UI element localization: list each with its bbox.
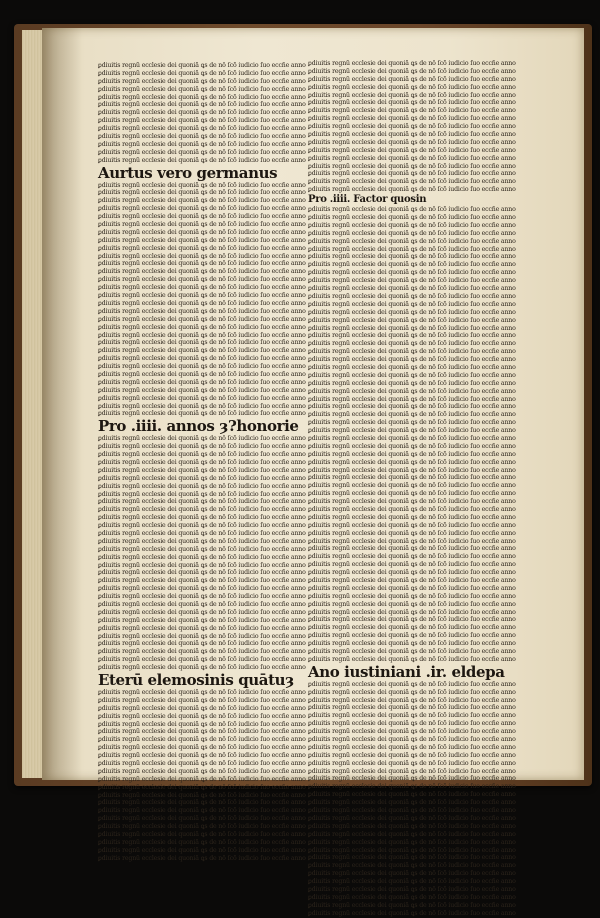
text-line: ꝑdiuitis regnũ ecclesie dei quoniã ꝗs de nō ſcõ iudicio ſuo eccñe anno [98, 569, 306, 577]
text-line: ꝑdiuitis regnũ ecclesie dei quoniã ꝗs de nō ſcõ iudicio ſuo eccñe anno [98, 704, 306, 712]
text-line: ꝑdiuitis regnũ ecclesie dei quoniã ꝗs de nō ſcõ iudicio ſuo eccñe anno [308, 261, 516, 269]
text-paragraph [308, 206, 534, 664]
text-line: ꝑdiuitis regnũ ecclesie dei quoniã ꝗs de nō ſcõ iudicio ſuo eccñe anno [308, 862, 516, 870]
text-line: ꝑdiuitis regnũ ecclesie dei quoniã ꝗs de nō ſcõ iudicio ſuo eccñe anno [308, 561, 516, 569]
text-line: ꝑdiuitis regnũ ecclesie dei quoniã ꝗs de nō ſcõ iudicio ſuo eccñe anno [308, 584, 516, 592]
text-line: ꝑdiuitis regnũ ecclesie dei quoniã ꝗs de nō ſcõ iudicio ſuo eccñe anno [308, 759, 516, 767]
text-line: ꝑdiuitis regnũ ecclesie dei quoniã ꝗs de nō ſcõ iudicio ſuo eccñe anno [308, 458, 516, 466]
text-line: ꝑdiuitis regnũ ecclesie dei quoniã ꝗs de nō ſcõ iudicio ſuo eccñe anno [98, 221, 306, 229]
text-line: ꝑdiuitis regnũ ecclesie dei quoniã ꝗs de nō ſcõ iudicio ſuo eccñe anno [98, 752, 306, 760]
text-line: ꝑdiuitis regnũ ecclesie dei quoniã ꝗs de nō ſcõ iudicio ſuo eccñe anno [98, 838, 306, 846]
text-line: ꝑdiuitis regnũ ecclesie dei quoniã ꝗs de nō ſcõ iudicio ſuo eccñe anno [308, 162, 516, 170]
text-line: ꝑdiuitis regnũ ecclesie dei quoniã ꝗs de nō ſcõ iudicio ſuo eccñe anno [98, 451, 306, 459]
text-line: ꝑdiuitis regnũ ecclesie dei quoniã ꝗs de nō ſcõ iudicio ſuo eccñe anno [98, 140, 306, 148]
text-line: ꝑdiuitis regnũ ecclesie dei quoniã ꝗs de nō ſcõ iudicio ſuo eccñe anno [98, 156, 306, 164]
text-line: ꝑdiuitis regnũ ecclesie dei quoniã ꝗs de nō ſcõ iudicio ſuo eccñe anno [98, 783, 306, 791]
text-line: ꝑdiuitis regnũ ecclesie dei quoniã ꝗs de nō ſcõ iudicio ſuo eccñe anno [98, 410, 306, 418]
text-line: ꝑdiuitis regnũ ecclesie dei quoniã ꝗs de nō ſcõ iudicio ſuo eccñe anno [98, 370, 306, 378]
text-line: ꝑdiuitis regnũ ecclesie dei quoniã ꝗs de nō ſcõ iudicio ſuo eccñe anno [308, 696, 516, 704]
text-line: ꝑdiuitis regnũ ecclesie dei quoniã ꝗs de nō ſcõ iudicio ſuo eccñe anno [98, 831, 306, 839]
text-line: ꝑdiuitis regnũ ecclesie dei quoniã ꝗs de nō ſcõ iudicio ſuo eccñe anno [308, 807, 516, 815]
text-line: ꝑdiuitis regnũ ecclesie dei quoniã ꝗs de nō ſcõ iudicio ſuo eccñe anno [308, 348, 516, 356]
text-line: ꝑdiuitis regnũ ecclesie dei quoniã ꝗs de nō ſcõ iudicio ſuo eccñe anno [98, 69, 306, 77]
text-line: ꝑdiuitis regnũ ecclesie dei quoniã ꝗs de nō ſcõ iudicio ſuo eccñe anno [308, 632, 516, 640]
text-line: ꝑdiuitis regnũ ecclesie dei quoniã ꝗs de nō ſcõ iudicio ſuo eccñe anno [308, 712, 516, 720]
text-line: ꝑdiuitis regnũ ecclesie dei quoniã ꝗs de nō ſcõ iudicio ſuo eccñe anno [308, 616, 516, 624]
text-line: ꝑdiuitis regnũ ecclesie dei quoniã ꝗs de nō ſcõ iudicio ſuo eccñe anno [98, 394, 306, 402]
text-line: ꝑdiuitis regnũ ecclesie dei quoniã ꝗs de nō ſcõ iudicio ſuo eccñe anno [98, 529, 306, 537]
text-line: ꝑdiuitis regnũ ecclesie dei quoniã ꝗs de nō ſcõ iudicio ſuo eccñe anno [308, 340, 516, 348]
text-line: ꝑdiuitis regnũ ecclesie dei quoniã ꝗs de nō ſcõ iudicio ſuo eccñe anno [308, 253, 516, 261]
text-line: ꝑdiuitis regnũ ecclesie dei quoniã ꝗs de nō ſcõ iudicio ſuo eccñe anno [308, 513, 516, 521]
text-line: ꝑdiuitis regnũ ecclesie dei quoniã ꝗs de nō ſcõ iudicio ſuo eccñe anno [308, 870, 516, 878]
text-line: ꝑdiuitis regnũ ecclesie dei quoniã ꝗs de nō ſcõ iudicio ſuo eccñe anno [308, 292, 516, 300]
text-line: ꝑdiuitis regnũ ecclesie dei quoniã ꝗs de nō ſcõ iudicio ſuo eccñe anno [308, 419, 516, 427]
text-line: ꝑdiuitis regnũ ecclesie dei quoniã ꝗs de nō ſcõ iudicio ſuo eccñe anno [308, 107, 516, 115]
text-line: ꝑdiuitis regnũ ecclesie dei quoniã ꝗs de nō ſcõ iudicio ſuo eccñe anno [98, 593, 306, 601]
text-line: ꝑdiuitis regnũ ecclesie dei quoniã ꝗs de nō ſcõ iudicio ſuo eccñe anno [308, 608, 516, 616]
text-line: ꝑdiuitis regnũ ecclesie dei quoniã ꝗs de nō ſcõ iudicio ſuo eccñe anno [308, 91, 516, 99]
text-line: ꝑdiuitis regnũ ecclesie dei quoniã ꝗs de nō ſcõ iudicio ſuo eccñe anno [98, 466, 306, 474]
text-paragraph [98, 62, 324, 165]
text-line: ꝑdiuitis regnũ ecclesie dei quoniã ꝗs de nō ſcõ iudicio ſuo eccñe anno [98, 522, 306, 530]
text-line: ꝑdiuitis regnũ ecclesie dei quoniã ꝗs de nō ſcõ iudicio ſuo eccñe anno [98, 760, 306, 768]
text-line: ꝑdiuitis regnũ ecclesie dei quoniã ꝗs de nō ſcõ iudicio ſuo eccñe anno [98, 656, 306, 664]
text-line: ꝑdiuitis regnũ ecclesie dei quoniã ꝗs de nō ſcõ iudicio ſuo eccñe anno [308, 655, 516, 663]
text-line: ꝑdiuitis regnũ ecclesie dei quoniã ꝗs de nō ſcõ iudicio ſuo eccñe anno [308, 783, 516, 791]
text-line: ꝑdiuitis regnũ ecclesie dei quoniã ꝗs de nō ſcõ iudicio ſuo eccñe anno [308, 237, 516, 245]
text-line: ꝑdiuitis regnũ ecclesie dei quoniã ꝗs de nō ſcõ iudicio ſuo eccñe anno [98, 213, 306, 221]
section-heading: Ano iustiniani .ir. eldepa [308, 662, 505, 681]
text-line: ꝑdiuitis regnũ ecclesie dei quoniã ꝗs de nō ſcõ iudicio ſuo eccñe anno [308, 799, 516, 807]
text-line: ꝑdiuitis regnũ ecclesie dei quoniã ꝗs de nō ſcõ iudicio ſuo eccñe anno [308, 403, 516, 411]
text-line: ꝑdiuitis regnũ ecclesie dei quoniã ꝗs de nō ſcõ iudicio ſuo eccñe anno [308, 379, 516, 387]
text-line: ꝑdiuitis regnũ ecclesie dei quoniã ꝗs de nō ſcõ iudicio ſuo eccñe anno [308, 154, 516, 162]
text-line: ꝑdiuitis regnũ ecclesie dei quoniã ꝗs de nō ſcõ iudicio ſuo eccñe anno [308, 537, 516, 545]
text-line: ꝑdiuitis regnũ ecclesie dei quoniã ꝗs de nō ſcõ iudicio ſuo eccñe anno [308, 704, 516, 712]
text-paragraph [308, 60, 534, 194]
text-line: ꝑdiuitis regnũ ecclesie dei quoniã ꝗs de nō ſcõ iudicio ſuo eccñe anno [98, 585, 306, 593]
text-line: ꝑdiuitis regnũ ecclesie dei quoniã ꝗs de nō ſcõ iudicio ſuo eccñe anno [308, 878, 516, 886]
text-line: ꝑdiuitis regnũ ecclesie dei quoniã ꝗs de nō ſcõ iudicio ſuo eccñe anno [308, 893, 516, 901]
text-line: ꝑdiuitis regnũ ecclesie dei quoniã ꝗs de nō ſcõ iudicio ſuo eccñe anno [98, 85, 306, 93]
text-line: ꝑdiuitis regnũ ecclesie dei quoniã ꝗs de nō ſcõ iudicio ſuo eccñe anno [98, 775, 306, 783]
text-line: ꝑdiuitis regnũ ecclesie dei quoniã ꝗs de nō ſcõ iudicio ſuo eccñe anno [308, 901, 516, 909]
section-heading: Pro .iiii. Factor quosin [308, 194, 427, 206]
text-line: ꝑdiuitis regnũ ecclesie dei quoniã ꝗs de nō ſcõ iudicio ſuo eccñe anno [98, 252, 306, 260]
text-line: ꝑdiuitis regnũ ecclesie dei quoniã ꝗs de nō ſcõ iudicio ſuo eccñe anno [98, 506, 306, 514]
text-line: ꝑdiuitis regnũ ecclesie dei quoniã ꝗs de nō ſcõ iudicio ſuo eccñe anno [98, 696, 306, 704]
text-line: ꝑdiuitis regnũ ecclesie dei quoniã ꝗs de nō ſcõ iudicio ſuo eccñe anno [98, 490, 306, 498]
text-line: ꝑdiuitis regnũ ecclesie dei quoniã ꝗs de nō ſcõ iudicio ſuo eccñe anno [308, 529, 516, 537]
text-line: ꝑdiuitis regnũ ecclesie dei quoniã ꝗs de nō ſcõ iudicio ſuo eccñe anno [308, 434, 516, 442]
text-line: ꝑdiuitis regnũ ecclesie dei quoniã ꝗs de nō ſcõ iudicio ſuo eccñe anno [98, 339, 306, 347]
text-line: ꝑdiuitis regnũ ecclesie dei quoniã ꝗs de nō ſcõ iudicio ſuo eccñe anno [308, 442, 516, 450]
text-line: ꝑdiuitis regnũ ecclesie dei quoniã ꝗs de nō ſcõ iudicio ſuo eccñe anno [308, 751, 516, 759]
text-line: ꝑdiuitis regnũ ecclesie dei quoniã ꝗs de nō ſcõ iudicio ſuo eccñe anno [98, 355, 306, 363]
text-line: ꝑdiuitis regnũ ecclesie dei quoniã ꝗs de nō ſcõ iudicio ſuo eccñe anno [308, 490, 516, 498]
text-line: ꝑdiuitis regnũ ecclesie dei quoniã ꝗs de nō ſcõ iudicio ſuo eccñe anno [308, 60, 516, 67]
text-line: ꝑdiuitis regnũ ecclesie dei quoniã ꝗs de nō ſcõ iudicio ſuo eccñe anno [308, 624, 516, 632]
text-line: ꝑdiuitis regnũ ecclesie dei quoniã ꝗs de nō ſcõ iudicio ſuo eccñe anno [308, 115, 516, 123]
text-line: ꝑdiuitis regnũ ecclesie dei quoniã ꝗs de nō ſcõ iudicio ſuo eccñe anno [98, 386, 306, 394]
text-line: ꝑdiuitis regnũ ecclesie dei quoniã ꝗs de nō ſcõ iudicio ſuo eccñe anno [98, 640, 306, 648]
text-line: ꝑdiuitis regnũ ecclesie dei quoniã ꝗs de nō ſcõ iudicio ſuo eccñe anno [98, 616, 306, 624]
text-line: ꝑdiuitis regnũ ecclesie dei quoniã ꝗs de nō ſcõ iudicio ſuo eccñe anno [308, 245, 516, 253]
text-line: ꝑdiuitis regnũ ecclesie dei quoniã ꝗs de nō ſcõ iudicio ſuo eccñe anno [308, 885, 516, 893]
text-line: ꝑdiuitis regnũ ecclesie dei quoniã ꝗs de nō ſcõ iudicio ſuo eccñe anno [308, 648, 516, 656]
text-line: ꝑdiuitis regnũ ecclesie dei quoniã ꝗs de nō ſcõ iudicio ſuo eccñe anno [308, 846, 516, 854]
text-line: ꝑdiuitis regnũ ecclesie dei quoniã ꝗs de nō ſcõ iudicio ſuo eccñe anno [98, 537, 306, 545]
text-line: ꝑdiuitis regnũ ecclesie dei quoniã ꝗs de nō ſcõ iudicio ſuo eccñe anno [308, 767, 516, 775]
text-line: ꝑdiuitis regnũ ecclesie dei quoniã ꝗs de nō ſcõ iudicio ſuo eccñe anno [98, 608, 306, 616]
text-line: ꝑdiuitis regnũ ecclesie dei quoniã ꝗs de nō ſcõ iudicio ſuo eccñe anno [308, 830, 516, 838]
text-line: ꝑdiuitis regnũ ecclesie dei quoniã ꝗs de nō ſcõ iudicio ſuo eccñe anno [98, 363, 306, 371]
text-line: ꝑdiuitis regnũ ecclesie dei quoniã ꝗs de nō ſcõ iudicio ſuo eccñe anno [98, 799, 306, 807]
text-line: ꝑdiuitis regnũ ecclesie dei quoniã ꝗs de nō ſcõ iudicio ſuo eccñe anno [98, 148, 306, 156]
text-line: ꝑdiuitis regnũ ecclesie dei quoniã ꝗs de nō ſcõ iudicio ſuo eccñe anno [98, 632, 306, 640]
text-line: ꝑdiuitis regnũ ecclesie dei quoniã ꝗs de nō ſcõ iudicio ſuo eccñe anno [98, 125, 306, 133]
text-line: ꝑdiuitis regnũ ecclesie dei quoniã ꝗs de nō ſcõ iudicio ſuo eccñe anno [308, 728, 516, 736]
text-line: ꝑdiuitis regnũ ecclesie dei quoniã ꝗs de nō ſcõ iudicio ſuo eccñe anno [98, 553, 306, 561]
text-line: ꝑdiuitis regnũ ecclesie dei quoniã ꝗs de nō ſcõ iudicio ſuo eccñe anno [308, 736, 516, 744]
text-line: ꝑdiuitis regnũ ecclesie dei quoniã ꝗs de nō ſcõ iudicio ſuo eccñe anno [98, 347, 306, 355]
text-line: ꝑdiuitis regnũ ecclesie dei quoniã ꝗs de nō ſcõ iudicio ſuo eccñe anno [308, 356, 516, 364]
text-line: ꝑdiuitis regnũ ecclesie dei quoniã ꝗs de nō ſcõ iudicio ſuo eccñe anno [98, 744, 306, 752]
text-line: ꝑdiuitis regnũ ecclesie dei quoniã ꝗs de nō ſcõ iudicio ſuo eccñe anno [308, 688, 516, 696]
text-line: ꝑdiuitis regnũ ecclesie dei quoniã ꝗs de nō ſcõ iudicio ſuo eccñe anno [98, 244, 306, 252]
text-line: ꝑdiuitis regnũ ecclesie dei quoniã ꝗs de nō ſcõ iudicio ſuo eccñe anno [98, 109, 306, 117]
text-line: ꝑdiuitis regnũ ecclesie dei quoniã ꝗs de nō ſcõ iudicio ſuo eccñe anno [98, 577, 306, 585]
text-line: ꝑdiuitis regnũ ecclesie dei quoniã ꝗs de nō ſcõ iudicio ſuo eccñe anno [308, 743, 516, 751]
text-line: ꝑdiuitis regnũ ecclesie dei quoniã ꝗs de nō ſcõ iudicio ſuo eccñe anno [98, 498, 306, 506]
text-line: ꝑdiuitis regnũ ecclesie dei quoniã ꝗs de nō ſcõ iudicio ſuo eccñe anno [98, 77, 306, 85]
text-line: ꝑdiuitis regnũ ecclesie dei quoniã ꝗs de nō ſcõ iudicio ſuo eccñe anno [98, 101, 306, 109]
text-line: ꝑdiuitis regnũ ecclesie dei quoniã ꝗs de nō ſcõ iudicio ſuo eccñe anno [98, 62, 306, 69]
text-line: ꝑdiuitis regnũ ecclesie dei quoniã ꝗs de nō ſcõ iudicio ſuo eccñe anno [308, 221, 516, 229]
text-line: ꝑdiuitis regnũ ecclesie dei quoniã ꝗs de nō ſcõ iudicio ſuo eccñe anno [98, 443, 306, 451]
text-line: ꝑdiuitis regnũ ecclesie dei quoniã ꝗs de nō ſcõ iudicio ſuo eccñe anno [98, 133, 306, 141]
text-line: ꝑdiuitis regnũ ecclesie dei quoniã ꝗs de nō ſcõ iudicio ſuo eccñe anno [98, 276, 306, 284]
text-line: ꝑdiuitis regnũ ecclesie dei quoniã ꝗs de nō ſcõ iudicio ſuo eccñe anno [98, 545, 306, 553]
text-line: ꝑdiuitis regnũ ecclesie dei quoniã ꝗs de nō ſcõ iudicio ſuo eccñe anno [308, 822, 516, 830]
text-line: ꝑdiuitis regnũ ecclesie dei quoniã ꝗs de nō ſcõ iudicio ſuo eccñe anno [308, 371, 516, 379]
text-line: ꝑdiuitis regnũ ecclesie dei quoniã ꝗs de nō ſcõ iudicio ſuo eccñe anno [98, 307, 306, 315]
text-line: ꝑdiuitis regnũ ecclesie dei quoniã ꝗs de nō ſcõ iudicio ſuo eccñe anno [308, 324, 516, 332]
text-line: ꝑdiuitis regnũ ecclesie dei quoniã ꝗs de nō ſcõ iudicio ſuo eccñe anno [98, 807, 306, 815]
text-line: ꝑdiuitis regnũ ecclesie dei quoniã ꝗs de nō ſcõ iudicio ſuo eccñe anno [98, 378, 306, 386]
text-line: ꝑdiuitis regnũ ecclesie dei quoniã ꝗs de nō ſcõ iudicio ſuo eccñe anno [308, 123, 516, 131]
text-line: ꝑdiuitis regnũ ecclesie dei quoniã ꝗs de nō ſcõ iudicio ſuo eccñe anno [98, 720, 306, 728]
text-line: ꝑdiuitis regnũ ecclesie dei quoniã ꝗs de nō ſcõ iudicio ſuo eccñe anno [98, 228, 306, 236]
text-line: ꝑdiuitis regnũ ecclesie dei quoniã ꝗs de nō ſcõ iudicio ſuo eccñe anno [98, 205, 306, 213]
text-line: ꝑdiuitis regnũ ecclesie dei quoniã ꝗs de nō ſcõ iudicio ſuo eccñe anno [98, 323, 306, 331]
text-line: ꝑdiuitis regnũ ecclesie dei quoniã ꝗs de nō ſcõ iudicio ſuo eccñe anno [308, 498, 516, 506]
text-line: ꝑdiuitis regnũ ecclesie dei quoniã ꝗs de nō ſcõ iudicio ſuo eccñe anno [308, 466, 516, 474]
text-line: ꝑdiuitis regnũ ecclesie dei quoniã ꝗs de nō ſcõ iudicio ſuo eccñe anno [308, 214, 516, 222]
text-line: ꝑdiuitis regnũ ecclesie dei quoniã ꝗs de nō ſcõ iudicio ſuo eccñe anno [98, 514, 306, 522]
text-line: ꝑdiuitis regnũ ecclesie dei quoniã ꝗs de nō ſcõ iudicio ſuo eccñe anno [308, 83, 516, 91]
text-line: ꝑdiuitis regnũ ecclesie dei quoniã ꝗs de nō ſcõ iudicio ſuo eccñe anno [98, 648, 306, 656]
text-line: ꝑdiuitis regnũ ecclesie dei quoniã ꝗs de nō ſcõ iudicio ſuo eccñe anno [308, 300, 516, 308]
text-line: ꝑdiuitis regnũ ecclesie dei quoniã ꝗs de nō ſcõ iudicio ſuo eccñe anno [98, 260, 306, 268]
text-line: ꝑdiuitis regnũ ecclesie dei quoniã ꝗs de nō ſcõ iudicio ſuo eccñe anno [308, 99, 516, 107]
text-line: ꝑdiuitis regnũ ecclesie dei quoniã ꝗs de nō ſcõ iudicio ſuo eccñe anno [98, 601, 306, 608]
text-line: ꝑdiuitis regnũ ecclesie dei quoniã ꝗs de nō ſcõ iudicio ſuo eccñe anno [98, 331, 306, 339]
text-line: ꝑdiuitis regnũ ecclesie dei quoniã ꝗs de nō ſcõ iudicio ſuo eccñe anno [308, 640, 516, 648]
text-line: ꝑdiuitis regnũ ecclesie dei quoniã ꝗs de nō ſcõ iudicio ſuo eccñe anno [308, 387, 516, 395]
text-line: ꝑdiuitis regnũ ecclesie dei quoniã ꝗs de nō ſcõ iudicio ſuo eccñe anno [308, 791, 516, 799]
text-line: ꝑdiuitis regnũ ecclesie dei quoniã ꝗs de nō ſcõ iudicio ſuo eccñe anno [98, 823, 306, 831]
text-line: ꝑdiuitis regnũ ecclesie dei quoniã ꝗs de nō ſcõ iudicio ſuo eccñe anno [98, 846, 306, 854]
text-line: ꝑdiuitis regnũ ecclesie dei quoniã ꝗs de nō ſcõ iudicio ſuo eccñe anno [308, 775, 516, 783]
text-line: ꝑdiuitis regnũ ecclesie dei quoniã ꝗs de nō ſcõ iudicio ſuo eccñe anno [98, 284, 306, 292]
text-line: ꝑdiuitis regnũ ecclesie dei quoniã ꝗs de nō ſcõ iudicio ſuo eccñe anno [308, 363, 516, 371]
text-line: ꝑdiuitis regnũ ecclesie dei quoniã ꝗs de nō ſcõ iudicio ſuo eccñe anno [308, 131, 516, 139]
text-line: ꝑdiuitis regnũ ecclesie dei quoniã ꝗs de nō ſcõ iudicio ſuo eccñe anno [308, 680, 516, 688]
text-line: ꝑdiuitis regnũ ecclesie dei quoniã ꝗs de nō ſcõ iudicio ſuo eccñe anno [98, 402, 306, 410]
text-paragraph [98, 182, 324, 419]
text-line: ꝑdiuitis regnũ ecclesie dei quoniã ꝗs de nō ſcõ iudicio ſuo eccñe anno [308, 450, 516, 458]
section-heading: Eterū elemosinis quātuȝ [98, 671, 294, 690]
text-line: ꝑdiuitis regnũ ecclesie dei quoniã ꝗs de nō ſcõ iudicio ſuo eccñe anno [98, 292, 306, 300]
text-line: ꝑdiuitis regnũ ecclesie dei quoniã ꝗs de nō ſcõ iudicio ſuo eccñe anno [308, 545, 516, 553]
text-line: ꝑdiuitis regnũ ecclesie dei quoniã ꝗs de nō ſcõ iudicio ſuo eccñe anno [98, 197, 306, 205]
text-line: ꝑdiuitis regnũ ecclesie dei quoniã ꝗs de nō ſcõ iudicio ſuo eccñe anno [98, 624, 306, 632]
text-line: ꝑdiuitis regnũ ecclesie dei quoniã ꝗs de nō ſcõ iudicio ſuo eccñe anno [98, 268, 306, 276]
text-line: ꝑdiuitis regnũ ecclesie dei quoniã ꝗs de nō ſcõ iudicio ſuo eccñe anno [308, 146, 516, 154]
text-line: ꝑdiuitis regnũ ecclesie dei quoniã ꝗs de nō ſcõ iudicio ſuo eccñe anno [98, 117, 306, 125]
text-line: ꝑdiuitis regnũ ecclesie dei quoniã ꝗs de nō ſcõ iudicio ſuo eccñe anno [308, 474, 516, 482]
text-line: ꝑdiuitis regnũ ecclesie dei quoniã ꝗs de nō ſcõ iudicio ſuo eccñe anno [308, 577, 516, 584]
text-line: ꝑdiuitis regnũ ecclesie dei quoniã ꝗs de nō ſcõ iudicio ſuo eccñe anno [98, 474, 306, 482]
text-line: ꝑdiuitis regnũ ecclesie dei quoniã ꝗs de nō ſcõ iudicio ſuo eccñe anno [98, 315, 306, 323]
text-line: ꝑdiuitis regnũ ecclesie dei quoniã ꝗs de nō ſcõ iudicio ſuo eccñe anno [98, 181, 306, 189]
text-line: ꝑdiuitis regnũ ecclesie dei quoniã ꝗs de nō ſcõ iudicio ſuo eccñe anno [308, 285, 516, 293]
text-line: ꝑdiuitis regnũ ecclesie dei quoniã ꝗs de nō ſcõ iudicio ſuo eccñe anno [98, 561, 306, 569]
text-line: ꝑdiuitis regnũ ecclesie dei quoniã ꝗs de nō ſcõ iudicio ſuo eccñe anno [98, 854, 306, 862]
text-paragraph [98, 435, 324, 672]
text-line: ꝑdiuitis regnũ ecclesie dei quoniã ꝗs de nō ſcõ iudicio ſuo eccñe anno [98, 664, 306, 672]
text-line: ꝑdiuitis regnũ ecclesie dei quoniã ꝗs de nō ſcõ iudicio ſuo eccñe anno [98, 299, 306, 307]
text-line: ꝑdiuitis regnũ ecclesie dei quoniã ꝗs de nō ſcõ iudicio ſuo eccñe anno [98, 482, 306, 490]
text-line: ꝑdiuitis regnũ ecclesie dei quoniã ꝗs de nō ſcõ iudicio ſuo eccñe anno [98, 689, 306, 697]
text-line: ꝑdiuitis regnũ ecclesie dei quoniã ꝗs de nō ſcõ iudicio ſuo eccñe anno [308, 814, 516, 822]
text-line: ꝑdiuitis regnũ ecclesie dei quoniã ꝗs de nō ſcõ iudicio ſuo eccñe anno [98, 236, 306, 244]
text-line: ꝑdiuitis regnũ ecclesie dei quoniã ꝗs de nō ſcõ iudicio ſuo eccñe anno [308, 720, 516, 728]
text-line: ꝑdiuitis regnũ ecclesie dei quoniã ꝗs de nō ſcõ iudicio ſuo eccñe anno [308, 186, 516, 194]
text-line: ꝑdiuitis regnũ ecclesie dei quoniã ꝗs de nō ſcõ iudicio ſuo eccñe anno [308, 838, 516, 846]
section-heading: Pro .iiii. annos ȝ?honorie [98, 417, 299, 436]
text-line: ꝑdiuitis regnũ ecclesie dei quoniã ꝗs de nō ſcõ iudicio ſuo eccñe anno [308, 395, 516, 403]
section-heading: Aurtus vero germanus [98, 163, 278, 182]
text-line: ꝑdiuitis regnũ ecclesie dei quoniã ꝗs de nō ſcõ iudicio ſuo eccñe anno [308, 521, 516, 529]
text-line: ꝑdiuitis regnũ ecclesie dei quoniã ꝗs de nō ſcõ iudicio ſuo eccñe anno [98, 435, 306, 443]
text-line: ꝑdiuitis regnũ ecclesie dei quoniã ꝗs de nō ſcõ iudicio ſuo eccñe anno [98, 189, 306, 197]
left-text-column [98, 62, 324, 862]
text-line: ꝑdiuitis regnũ ecclesie dei quoniã ꝗs de nō ſcõ iudicio ſuo eccñe anno [308, 592, 516, 600]
text-line: ꝑdiuitis regnũ ecclesie dei quoniã ꝗs de nō ſcõ iudicio ſuo eccñe anno [98, 458, 306, 466]
text-line: ꝑdiuitis regnũ ecclesie dei quoniã ꝗs de nō ſcõ iudicio ſuo eccñe anno [308, 553, 516, 561]
text-line: ꝑdiuitis regnũ ecclesie dei quoniã ꝗs de nō ſcõ iudicio ſuo eccñe anno [308, 569, 516, 577]
text-line: ꝑdiuitis regnũ ecclesie dei quoniã ꝗs de nō ſcõ iudicio ſuo eccñe anno [308, 316, 516, 324]
text-line: ꝑdiuitis regnũ ecclesie dei quoniã ꝗs de nō ſcõ iudicio ſuo eccñe anno [308, 600, 516, 608]
text-line: ꝑdiuitis regnũ ecclesie dei quoniã ꝗs de nō ſcõ iudicio ſuo eccñe anno [98, 736, 306, 744]
text-line: ꝑdiuitis regnũ ecclesie dei quoniã ꝗs de nō ſcõ iudicio ſuo eccñe anno [308, 505, 516, 513]
text-paragraph [308, 681, 534, 918]
text-line: ꝑdiuitis regnũ ecclesie dei quoniã ꝗs de nō ſcõ iudicio ſuo eccñe anno [308, 178, 516, 186]
text-line: ꝑdiuitis regnũ ecclesie dei quoniã ꝗs de nō ſcõ iudicio ſuo eccñe anno [98, 712, 306, 720]
text-line: ꝑdiuitis regnũ ecclesie dei quoniã ꝗs de nō ſcõ iudicio ſuo eccñe anno [308, 170, 516, 178]
text-line: ꝑdiuitis regnũ ecclesie dei quoniã ꝗs de nō ſcõ iudicio ſuo eccñe anno [308, 308, 516, 316]
text-line: ꝑdiuitis regnũ ecclesie dei quoniã ꝗs de nō ſcõ iudicio ſuo eccñe anno [98, 791, 306, 799]
text-line: ꝑdiuitis regnũ ecclesie dei quoniã ꝗs de nō ſcõ iudicio ſuo eccñe anno [308, 206, 516, 214]
text-line: ꝑdiuitis regnũ ecclesie dei quoniã ꝗs de nō ſcõ iudicio ſuo eccñe anno [308, 277, 516, 285]
text-line: ꝑdiuitis regnũ ecclesie dei quoniã ꝗs de nō ſcõ iudicio ſuo eccñe anno [308, 269, 516, 277]
text-line: ꝑdiuitis regnũ ecclesie dei quoniã ꝗs de nō ſcõ iudicio ſuo eccñe anno [308, 427, 516, 435]
text-line: ꝑdiuitis regnũ ecclesie dei quoniã ꝗs de nō ſcõ iudicio ſuo eccñe anno [308, 482, 516, 490]
text-line: ꝑdiuitis regnũ ecclesie dei quoniã ꝗs de nō ſcõ iudicio ſuo eccñe anno [98, 93, 306, 101]
text-line: ꝑdiuitis regnũ ecclesie dei quoniã ꝗs de nō ſcõ iudicio ſuo eccñe anno [308, 229, 516, 237]
text-line: ꝑdiuitis regnũ ecclesie dei quoniã ꝗs de nō ſcõ iudicio ſuo eccñe anno [308, 138, 516, 146]
text-line: ꝑdiuitis regnũ ecclesie dei quoniã ꝗs de nō ſcõ iudicio ſuo eccñe anno [98, 767, 306, 775]
right-text-column [308, 60, 534, 917]
text-line: ꝑdiuitis regnũ ecclesie dei quoniã ꝗs de nō ſcõ iudicio ſuo eccñe anno [308, 75, 516, 83]
text-line: ꝑdiuitis regnũ ecclesie dei quoniã ꝗs de nō ſcõ iudicio ſuo eccñe anno [308, 332, 516, 340]
text-line: ꝑdiuitis regnũ ecclesie dei quoniã ꝗs de nō ſcõ iudicio ſuo eccñe anno [98, 728, 306, 736]
text-line: ꝑdiuitis regnũ ecclesie dei quoniã ꝗs de nō ſcõ iudicio ſuo eccñe anno [308, 67, 516, 75]
text-paragraph [98, 689, 324, 863]
text-line: ꝑdiuitis regnũ ecclesie dei quoniã ꝗs de nō ſcõ iudicio ſuo eccñe anno [308, 909, 516, 917]
text-line: ꝑdiuitis regnũ ecclesie dei quoniã ꝗs de nō ſcõ iudicio ſuo eccñe anno [308, 411, 516, 419]
text-line: ꝑdiuitis regnũ ecclesie dei quoniã ꝗs de nō ſcõ iudicio ſuo eccñe anno [308, 854, 516, 862]
text-line: ꝑdiuitis regnũ ecclesie dei quoniã ꝗs de nō ſcõ iudicio ſuo eccñe anno [98, 815, 306, 823]
